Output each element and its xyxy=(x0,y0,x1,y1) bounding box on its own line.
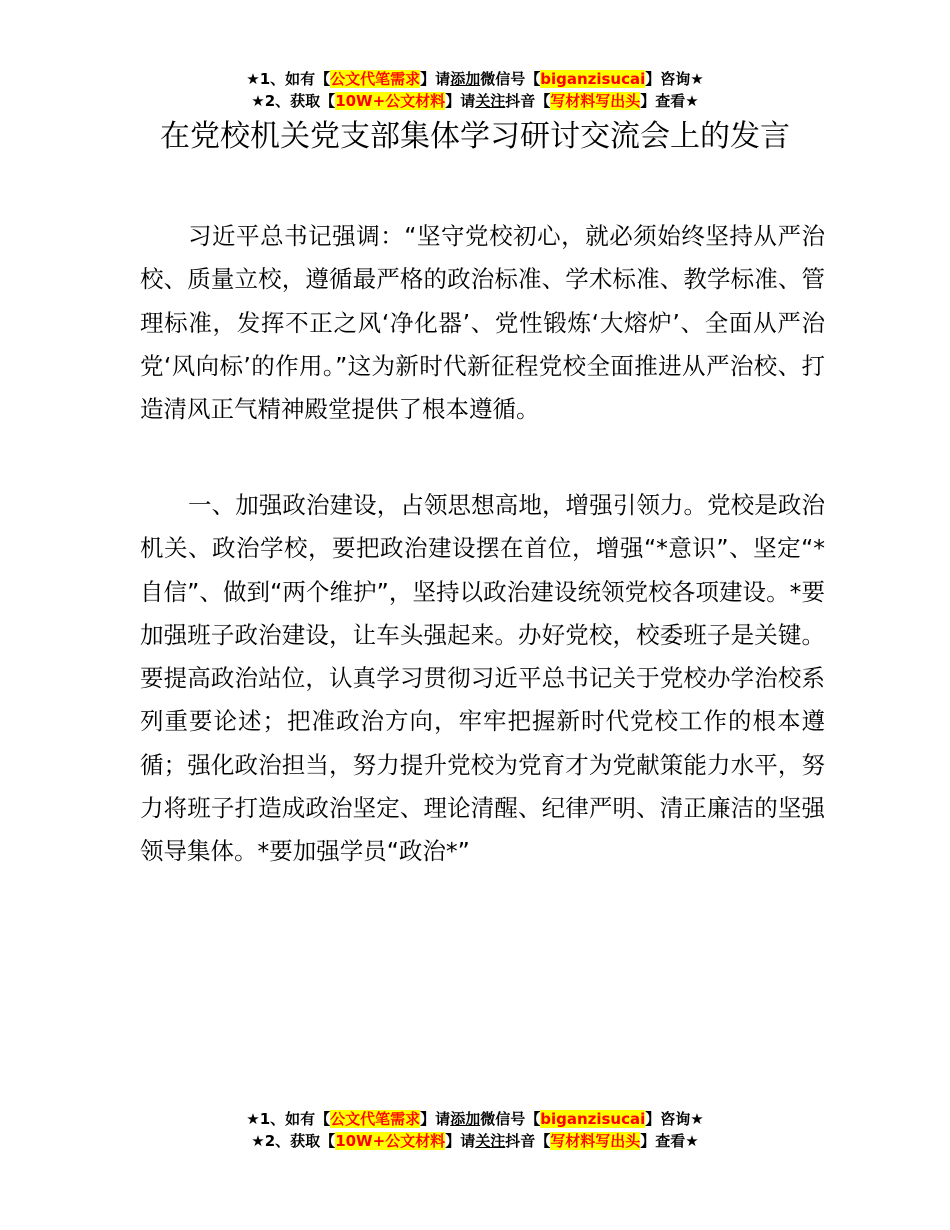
banner-text: 抖音【 xyxy=(505,92,551,110)
banner-line-1 xyxy=(0,68,950,90)
banner-text: ★1、如有【 xyxy=(246,70,331,88)
banner-underlined-text: 添加 xyxy=(450,1110,481,1128)
banner-highlight: 写材料写出头 xyxy=(550,1132,641,1150)
banner-text: 】请 xyxy=(445,1132,476,1150)
banner-text: 】请 xyxy=(445,92,476,110)
banner-text: 】查看★ xyxy=(640,92,699,110)
banner-line-2 xyxy=(0,90,950,112)
banner-text: 】请 xyxy=(420,70,451,88)
banner-text: ★1、如有【 xyxy=(246,1110,331,1128)
banner-underlined-text: 添加 xyxy=(450,70,481,88)
banner-highlight: biganzisucai xyxy=(540,70,646,88)
header-banner xyxy=(0,68,950,112)
banner-text: ★2、获取【 xyxy=(251,1132,336,1150)
banner-underlined-text: 关注 xyxy=(475,1132,506,1150)
banner-text: 抖音【 xyxy=(505,1132,551,1150)
banner-line-1 xyxy=(0,1108,950,1130)
body-paragraph-2: 一、加强政治建设，占领思想高地，增强引领力。党校是政治机关、政治学校，要把政治建设摆在首位，增强“*意识”、坚定“*自信”、做到“两个维护”，坚持以政治建设统领党校各项建设。*要加强班子政治建设，让车头强起来。办好党校，校委班子是关键。要提高政治站位，认真学习贯彻习近平总书记关于党校办学治校系列重要论述；把准政治方向，牢牢把握新时代党校工作的根本遵循；强化政治担当，努力提升党校为党育才为党献策能力水平，努力将班子打造成政治坚定、理论清醒、纪律严明、清正廉洁的坚强领导集体。*要加强学员“政治*” xyxy=(140,491,825,866)
banner-underlined-text: 关注 xyxy=(475,92,506,110)
banner-highlight: biganzisucai xyxy=(540,1110,646,1128)
body-paragraph-1: 习近平总书记强调：“坚守党校初心，就必须始终坚持从严治校、质量立校，遵循最严格的政治标准、学术标准、教学标准、管理标准，发挥不正之风‘净化器’、党性锻炼‘大熔炉’、全面从严治党‘风向标’的作用。”这为新时代新征程党校全面推进从严治校、打造清风正气精神殿堂提供了根本遵循。 xyxy=(140,222,825,424)
banner-highlight: 写材料写出头 xyxy=(550,92,641,110)
banner-text: 】咨询★ xyxy=(645,70,704,88)
footer-banner xyxy=(0,1108,950,1152)
banner-line-2 xyxy=(0,1130,950,1152)
banner-text: 】咨询★ xyxy=(645,1110,704,1128)
banner-highlight: 10W+公文材料 xyxy=(335,92,446,110)
banner-highlight: 10W+公文材料 xyxy=(335,1132,446,1150)
document-title: 在党校机关党支部集体学习研讨交流会上的发言 xyxy=(160,119,790,154)
banner-text: ★2、获取【 xyxy=(251,92,336,110)
banner-text: 】查看★ xyxy=(640,1132,699,1150)
banner-text: 】请 xyxy=(420,1110,451,1128)
banner-text: 微信号【 xyxy=(480,70,541,88)
banner-highlight: 公文代笔需求 xyxy=(330,1110,421,1128)
banner-text: 微信号【 xyxy=(480,1110,541,1128)
banner-highlight: 公文代笔需求 xyxy=(330,70,421,88)
